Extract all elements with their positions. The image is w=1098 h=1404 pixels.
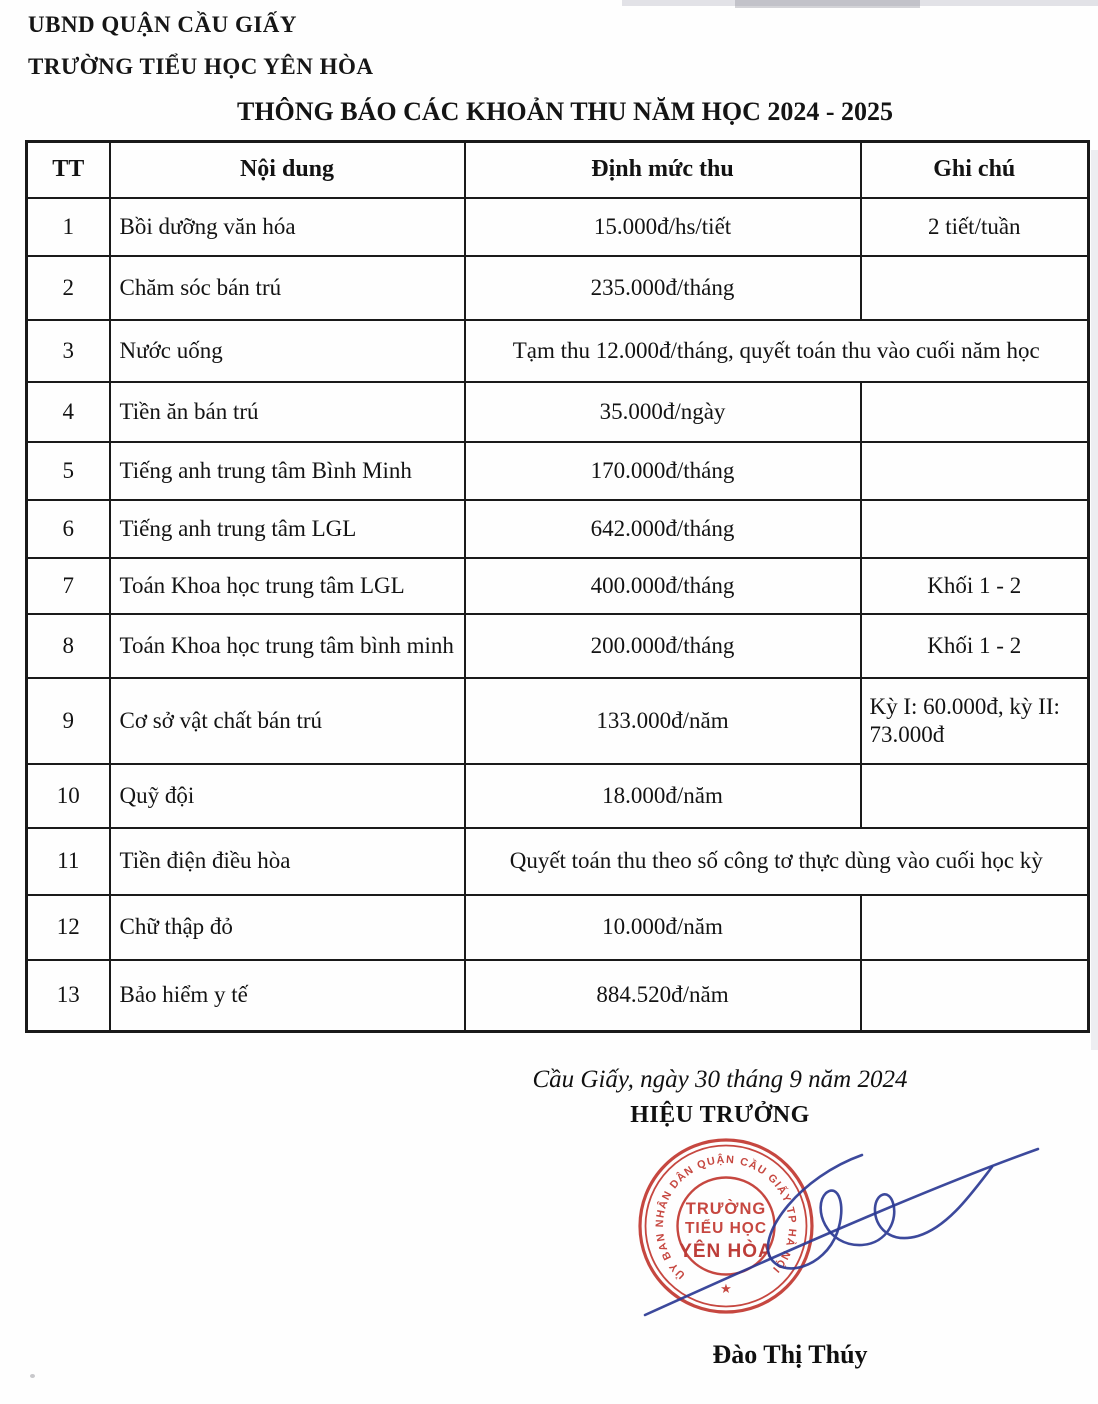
fee-note-cell bbox=[861, 256, 1089, 320]
row-number-cell: 5 bbox=[27, 442, 110, 500]
fee-note-cell bbox=[861, 500, 1089, 558]
table-row bbox=[27, 764, 1089, 828]
stamp-inner-line3: YÊN HÒA bbox=[679, 1241, 773, 1262]
fee-amount-cell: 884.520đ/năm bbox=[465, 960, 861, 1032]
column-header-ghi-chu: Ghi chú bbox=[861, 142, 1089, 198]
page-edge-shadow bbox=[1091, 150, 1098, 1050]
table-row bbox=[27, 558, 1089, 614]
fee-amount-cell: 10.000đ/năm bbox=[465, 895, 861, 960]
fee-note-cell: Kỳ I: 60.000đ, kỳ II: 73.000đ bbox=[861, 678, 1089, 764]
row-number-cell: 3 bbox=[27, 320, 110, 382]
fee-name-cell: Quỹ đội bbox=[110, 764, 465, 828]
fee-note-cell: Khối 1 - 2 bbox=[861, 614, 1089, 678]
table-row bbox=[27, 678, 1089, 764]
fee-amount-cell: 170.000đ/tháng bbox=[465, 442, 861, 500]
table-row bbox=[27, 198, 1089, 256]
fee-amount-cell: 133.000đ/năm bbox=[465, 678, 861, 764]
row-number-cell: 8 bbox=[27, 614, 110, 678]
row-number-cell: 11 bbox=[27, 828, 110, 895]
row-number-cell: 10 bbox=[27, 764, 110, 828]
fee-name-cell: Tiếng anh trung tâm Bình Minh bbox=[110, 442, 465, 500]
stamp-inner-line2: TIỂU HỌC bbox=[684, 1220, 768, 1237]
org-name-line2: TRƯỜNG TIỂU HỌC YÊN HÒA bbox=[28, 54, 374, 79]
column-header-dinh-muc-thu: Định mức thu bbox=[465, 142, 861, 198]
fee-amount-cell-merged: Quyết toán thu theo số công tơ thực dùng vào cuối học kỳ bbox=[465, 828, 1089, 895]
fee-name-cell: Chăm sóc bán trú bbox=[110, 256, 465, 320]
column-header-tt: TT bbox=[27, 142, 110, 198]
fee-name-cell: Tiếng anh trung tâm LGL bbox=[110, 500, 465, 558]
round-stamp bbox=[640, 1140, 812, 1312]
fee-amount-cell: 400.000đ/tháng bbox=[465, 558, 861, 614]
table-row bbox=[27, 442, 1089, 500]
table-row bbox=[27, 500, 1089, 558]
stamp-star-icon: ★ bbox=[720, 1281, 732, 1296]
fee-name-cell: Tiền ăn bán trú bbox=[110, 382, 465, 442]
table-row bbox=[27, 828, 1089, 895]
fee-note-cell bbox=[861, 960, 1089, 1032]
scan-artifact-top-dark bbox=[735, 0, 920, 8]
fee-amount-cell: 35.000đ/ngày bbox=[465, 382, 861, 442]
row-number-cell: 2 bbox=[27, 256, 110, 320]
table-row bbox=[27, 320, 1089, 382]
fee-note-cell bbox=[861, 382, 1089, 442]
fee-name-cell: Tiền điện điều hòa bbox=[110, 828, 465, 895]
fee-note-cell bbox=[861, 895, 1089, 960]
row-number-cell: 7 bbox=[27, 558, 110, 614]
fee-note-cell bbox=[861, 442, 1089, 500]
date-line: Cầu Giấy, ngày 30 tháng 9 năm 2024 bbox=[532, 1066, 908, 1093]
stamp-ring-text: ỦY BAN NHÂN DÂN QUẬN CẦU GIẤY TP HÀ NỘI bbox=[653, 1153, 799, 1281]
fee-name-cell: Toán Khoa học trung tâm LGL bbox=[110, 558, 465, 614]
fee-name-cell: Bảo hiểm y tế bbox=[110, 960, 465, 1032]
fee-amount-cell: 235.000đ/tháng bbox=[465, 256, 861, 320]
row-number-cell: 1 bbox=[27, 198, 110, 256]
fee-amount-cell-merged: Tạm thu 12.000đ/tháng, quyết toán thu vào cuối năm học bbox=[465, 320, 1089, 382]
signer-title: HIỆU TRƯỞNG bbox=[630, 1102, 810, 1128]
fee-note-cell: Khối 1 - 2 bbox=[861, 558, 1089, 614]
fee-name-cell: Bồi dưỡng văn hóa bbox=[110, 198, 465, 256]
fee-amount-cell: 642.000đ/tháng bbox=[465, 500, 861, 558]
table-row bbox=[27, 256, 1089, 320]
fee-table bbox=[25, 140, 1090, 1033]
fee-note-cell bbox=[861, 764, 1089, 828]
fee-amount-cell: 18.000đ/năm bbox=[465, 764, 861, 828]
table-header-row bbox=[27, 142, 1089, 198]
fee-amount-cell: 200.000đ/tháng bbox=[465, 614, 861, 678]
stamp-and-signature bbox=[600, 1125, 1060, 1335]
table-row bbox=[27, 382, 1089, 442]
fee-note-cell: 2 tiết/tuần bbox=[861, 198, 1089, 256]
column-header-noi-dung: Nội dung bbox=[110, 142, 465, 198]
row-number-cell: 9 bbox=[27, 678, 110, 764]
signer-name: Đào Thị Thúy bbox=[712, 1340, 868, 1369]
stamp-inner-line1: TRƯỜNG bbox=[685, 1200, 767, 1218]
row-number-cell: 4 bbox=[27, 382, 110, 442]
fee-name-cell: Nước uống bbox=[110, 320, 465, 382]
fee-name-cell: Cơ sở vật chất bán trú bbox=[110, 678, 465, 764]
table-row bbox=[27, 960, 1089, 1032]
org-name-line1: UBND QUẬN CẦU GIẤY bbox=[28, 12, 298, 37]
fee-table-body bbox=[27, 198, 1089, 1032]
fee-name-cell: Chữ thập đỏ bbox=[110, 895, 465, 960]
row-number-cell: 6 bbox=[27, 500, 110, 558]
row-number-cell: 12 bbox=[27, 895, 110, 960]
table-row bbox=[27, 895, 1089, 960]
fee-amount-cell: 15.000đ/hs/tiết bbox=[465, 198, 861, 256]
document-title: THÔNG BÁO CÁC KHOẢN THU NĂM HỌC 2024 - 2025 bbox=[236, 97, 894, 126]
scan-speck bbox=[30, 1374, 35, 1378]
row-number-cell: 13 bbox=[27, 960, 110, 1032]
fee-name-cell: Toán Khoa học trung tâm bình minh bbox=[110, 614, 465, 678]
table-row bbox=[27, 614, 1089, 678]
